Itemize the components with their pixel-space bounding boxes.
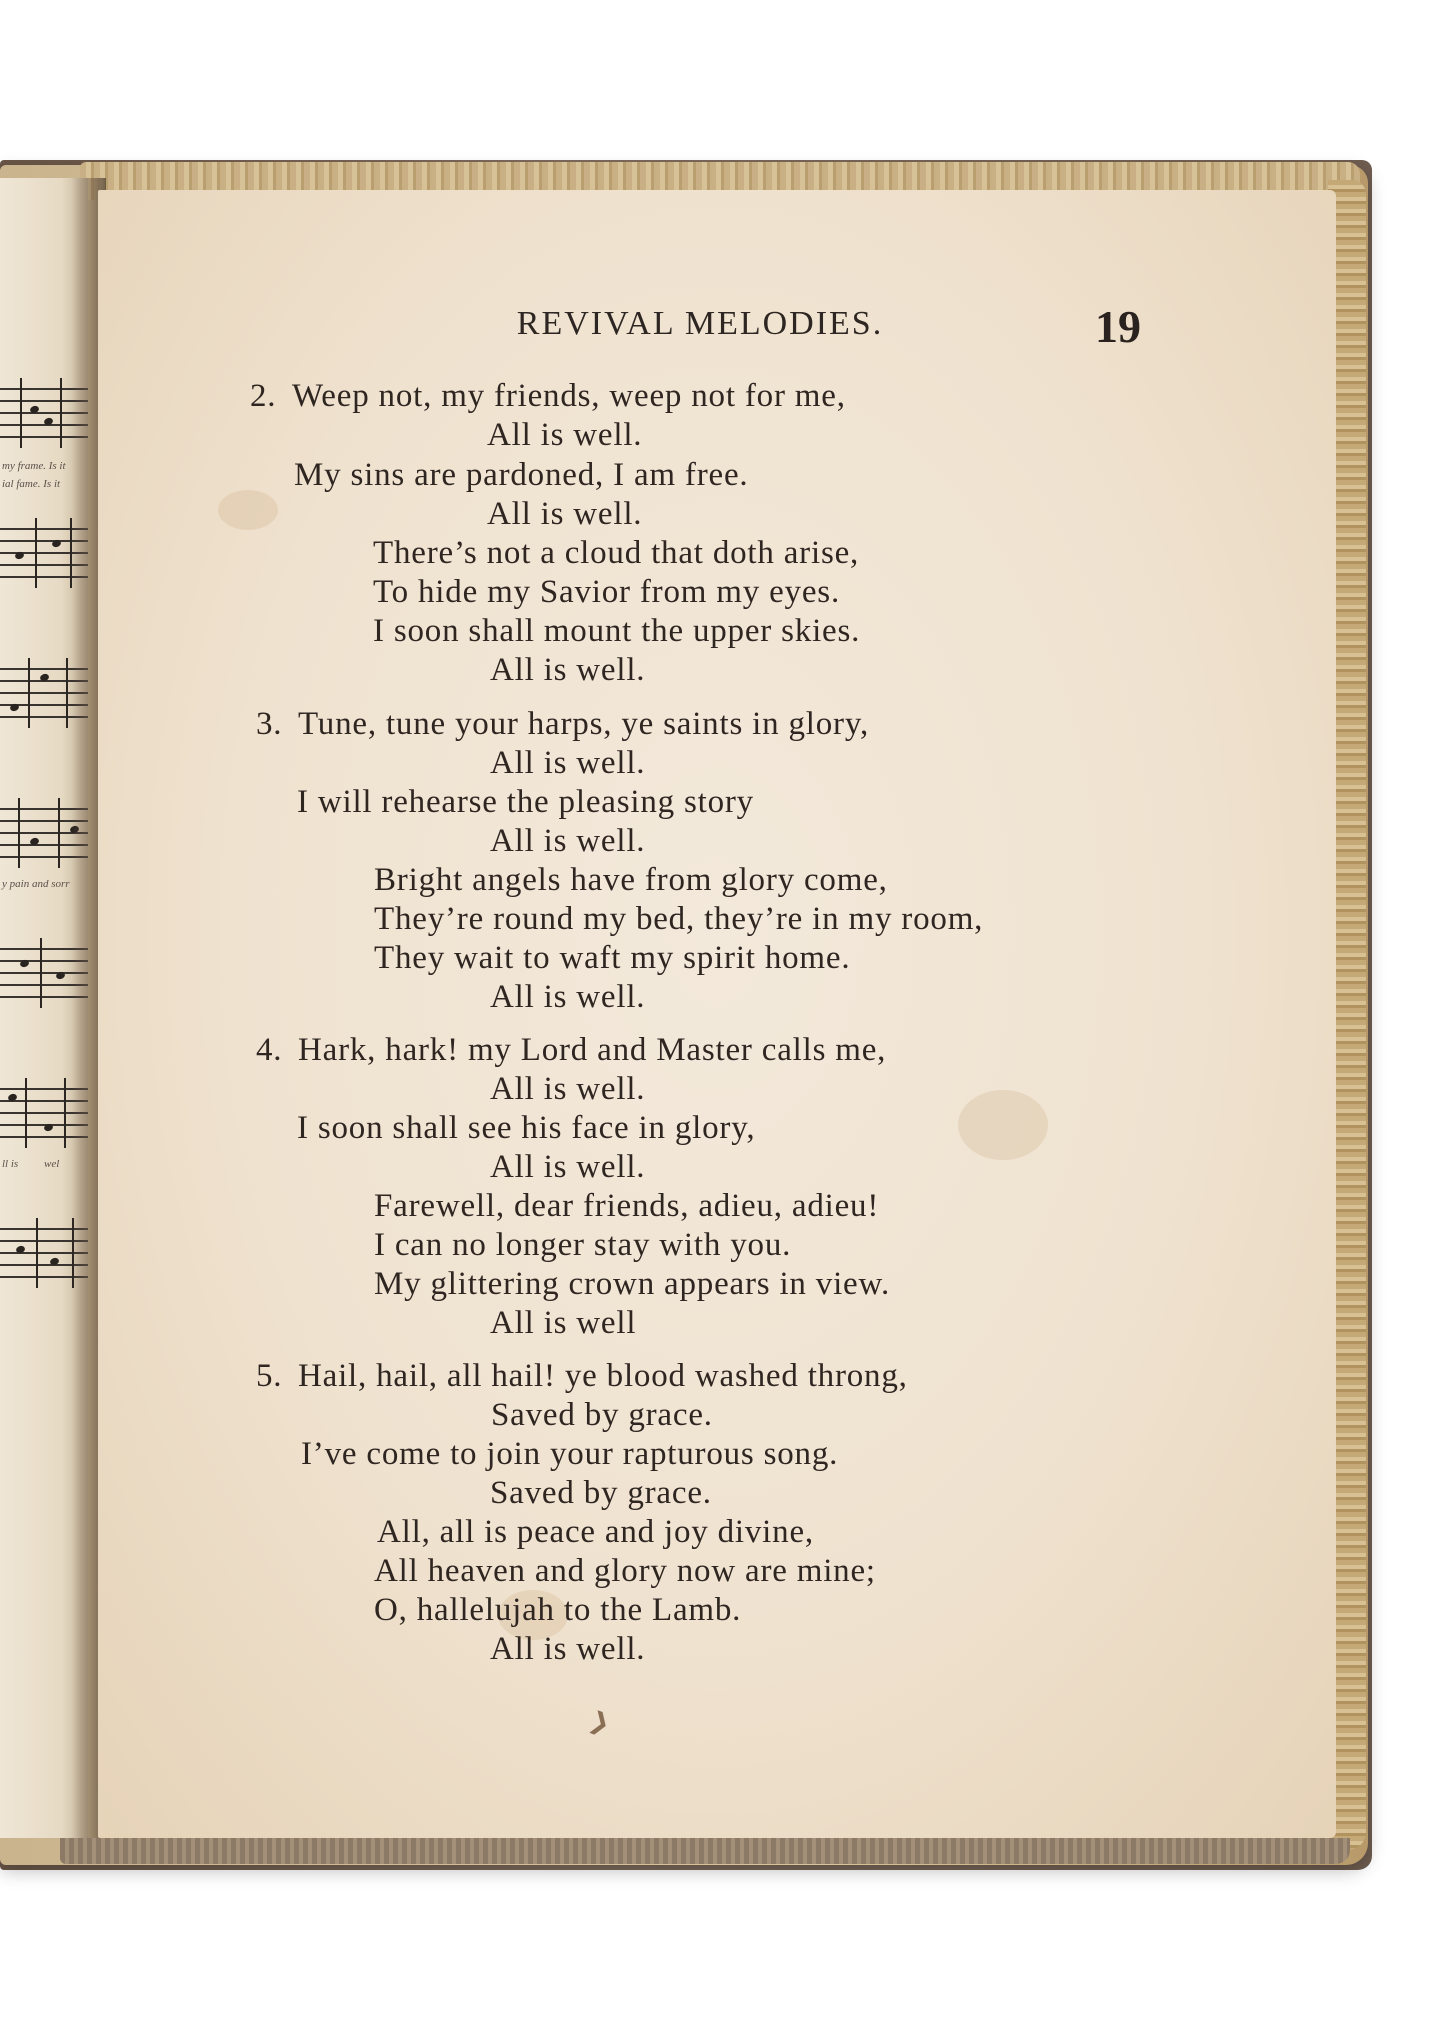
verse-line: My sins are pardoned, I am free. [294,457,749,493]
facing-page-text: ll is [2,1158,19,1170]
verse-number: 4. [256,1032,283,1068]
book-page [98,190,1336,1838]
verse-line: I can no longer stay with you. [374,1227,792,1263]
verse-line: They wait to waft my spirit home. [374,940,851,976]
verse-line: O, hallelujah to the Lamb. [374,1592,742,1628]
refrain-line: Saved by grace. [490,1475,712,1511]
verse-number: 5. [256,1358,283,1394]
bottom-page-edges [60,1838,1350,1864]
verse-line: I’ve come to join your rapturous song. [301,1436,839,1472]
refrain-line: All is well. [490,1631,646,1667]
verse-line: I soon shall mount the upper skies. [373,613,861,649]
refrain-line: All is well. [490,823,646,859]
verse-line: My glittering crown appears in view. [374,1266,891,1302]
refrain-line: Saved by grace. [491,1397,713,1433]
refrain-line: All is well. [487,496,643,532]
verse-line: Hark, hark! my Lord and Master calls me, [298,1032,887,1068]
refrain-line: All is well. [490,1071,646,1107]
refrain-line: All is well. [490,652,646,688]
verse-line: Weep not, my friends, weep not for me, [292,378,846,414]
verse-line: Farewell, dear friends, adieu, adieu! [374,1188,880,1224]
facing-page-text: ial fame. Is it [2,478,61,490]
verse-number: 3. [256,706,283,742]
verse-line: I soon shall see his face in glory, [297,1110,756,1146]
refrain-line: All is well [490,1305,637,1341]
verse-line: Tune, tune your harps, ye saints in glory, [298,706,870,742]
verse-line: All heaven and glory now are mine; [374,1553,876,1589]
refrain-line: All is well. [490,1149,646,1185]
verse-line: To hide my Savior from my eyes. [373,574,840,610]
facing-page-text: y pain and sorr [2,878,70,890]
verse-line: I will rehearse the pleasing story [297,784,754,820]
facing-page-text: my frame. Is it [2,460,66,472]
verse-number: 2. [250,378,277,414]
refrain-line: All is well. [487,417,643,453]
verse-line: Hail, hail, all hail! ye blood washed throng, [298,1358,908,1394]
page-number: 19 [1095,301,1141,352]
refrain-line: All is well. [490,979,646,1015]
refrain-line: All is well. [490,745,646,781]
running-head: REVIVAL MELODIES. [516,305,884,342]
verse-line: All, all is peace and joy divine, [377,1514,814,1550]
verse-line: They’re round my bed, they’re in my room, [374,901,984,937]
page-mark-decoration: ❯ [585,1705,615,1739]
facing-page-text: wel [44,1158,60,1170]
verse-line: Bright angels have from glory come, [374,862,888,898]
verse-line: There’s not a cloud that doth arise, [373,535,860,571]
